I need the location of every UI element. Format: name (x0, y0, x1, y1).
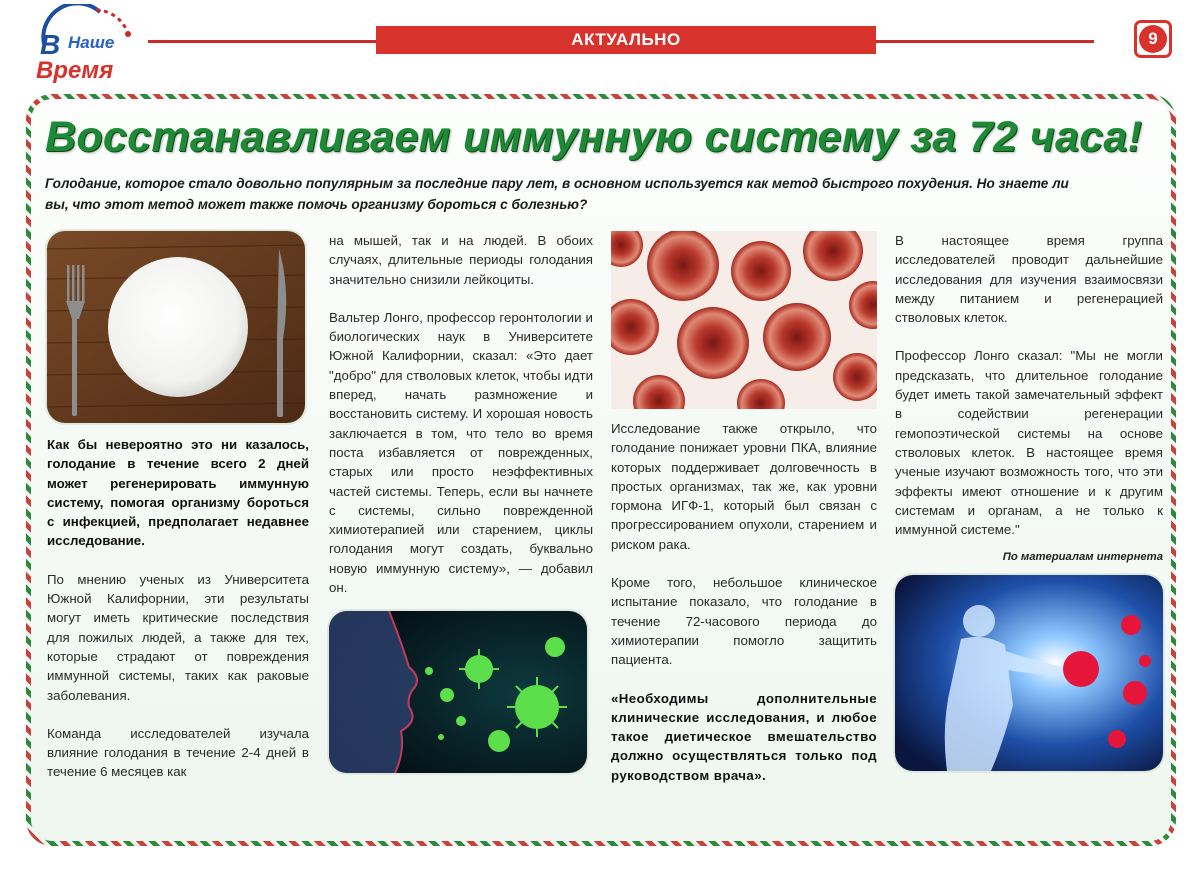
svg-text:Время: Время (36, 57, 114, 84)
column-2 (329, 231, 593, 773)
section-label: АКТУАЛЬНО (376, 26, 876, 54)
col2-paragraph-1: на мышей, так и на людей. В обоих случаях, длительные периоды голодания значительно снизили лейкоциты. (329, 233, 593, 287)
lead-line-1: Голодание, которое стало довольно популярным за последние пару лет, в основном используется как метод быстрого похудения. Но знаете ли (45, 176, 1069, 191)
col1-paragraph-1: По мнению ученых из Университета Южной Калифорнии, эти результаты могут иметь критические последствия для пожилых людей, а также для тех, которые страдают от повреждения иммунной системы, таких как раковые заболевания. (47, 571, 309, 703)
col3-quote: «Необходимы дополнительные клинические исследования, и любое такое диетическое вмешательство должно осуществляться только под руководством врача». (611, 690, 877, 783)
col1-bold-paragraph: Как бы невероятно это ни казалось, голодание в течение всего 2 дней может регенерировать иммунную систему, помогая организму бороться с инфекцией, предполагает недавнее исследование. (47, 437, 309, 549)
svg-text:Наше: Наше (68, 33, 115, 52)
source-attribution: По материалам интернета (1002, 551, 1163, 564)
column-1 (47, 231, 309, 782)
page-number: 9 (1139, 25, 1167, 53)
col3-paragraph-2: Кроме того, небольшое клиническое испытание показало, что голодание в течение 72-часового периода до химиотерапии помогло защитить пациента. (611, 575, 877, 668)
article-frame (26, 94, 1176, 846)
immune-body-photo (895, 575, 1163, 771)
col1-paragraph-2: Команда исследователей изучала влияние голодания в течение 2-4 дней в течение 6 месяцев как (47, 725, 309, 780)
col4-paragraph-2: Профессор Лонго сказал: "Мы не могли предсказать, что длительное голодание будет иметь такой замечательный эффект в содействии регенерации гемопоэтической системы на основе стволовых клеток. В настоящее время ученые изучают возможность того, что эти эффекты имеют отношение и к другим системам и органам, а не только к иммунной системе." (895, 348, 1163, 538)
lead-line-2: вы, что этот метод может также помочь организму бороться с болезнью? (45, 197, 588, 212)
column-4 (895, 231, 1163, 771)
logo-letter-v: В (40, 29, 61, 60)
column-3 (611, 231, 877, 785)
col3-paragraph-1: Исследование также открыло, что голодание понижает уровни ПКА, влияние которых поддерживает долговечность в простых организмах, так же, как уровни гормона ИГФ-1, который был связан с прогрессированием опухоли, старением и риском рака. (611, 421, 877, 552)
header-rule-left (148, 40, 376, 43)
col4-paragraph-1: В настоящее время группа исследователей проводит дальнейшие исследования для изучения взаимосвязи между питанием и регенерацией стволовых клеток. (895, 233, 1163, 326)
col2-paragraph-2: Вальтер Лонго, профессор геронтологии и биологических наук в Университете Южной Калифорнии, сказал: «Это дает "добро" для стволовых клеток, чтобы идти вперед, начать размножение и восстановить систему. И хорошая новость заключается в том, что тело во время поста избавляется от поврежденных, старых или просто неэффективных частей системы. Теперь, если вы начнете с системы, сильно поврежденной химиотерапией или старением, циклы голодания могут создать, буквально новую иммунную систему», — добавил он. (329, 309, 593, 596)
article-title: Восстанавливаем иммунную систему за 72 часа! (45, 113, 1143, 161)
newspaper-logo (30, 4, 140, 84)
plate-photo (47, 231, 305, 423)
virus-photo (329, 611, 587, 773)
article-body (31, 99, 1171, 841)
header-rule-right (876, 40, 1094, 43)
page-number-badge (1134, 20, 1172, 58)
cells-photo (611, 231, 877, 409)
article-lead (45, 173, 1165, 215)
